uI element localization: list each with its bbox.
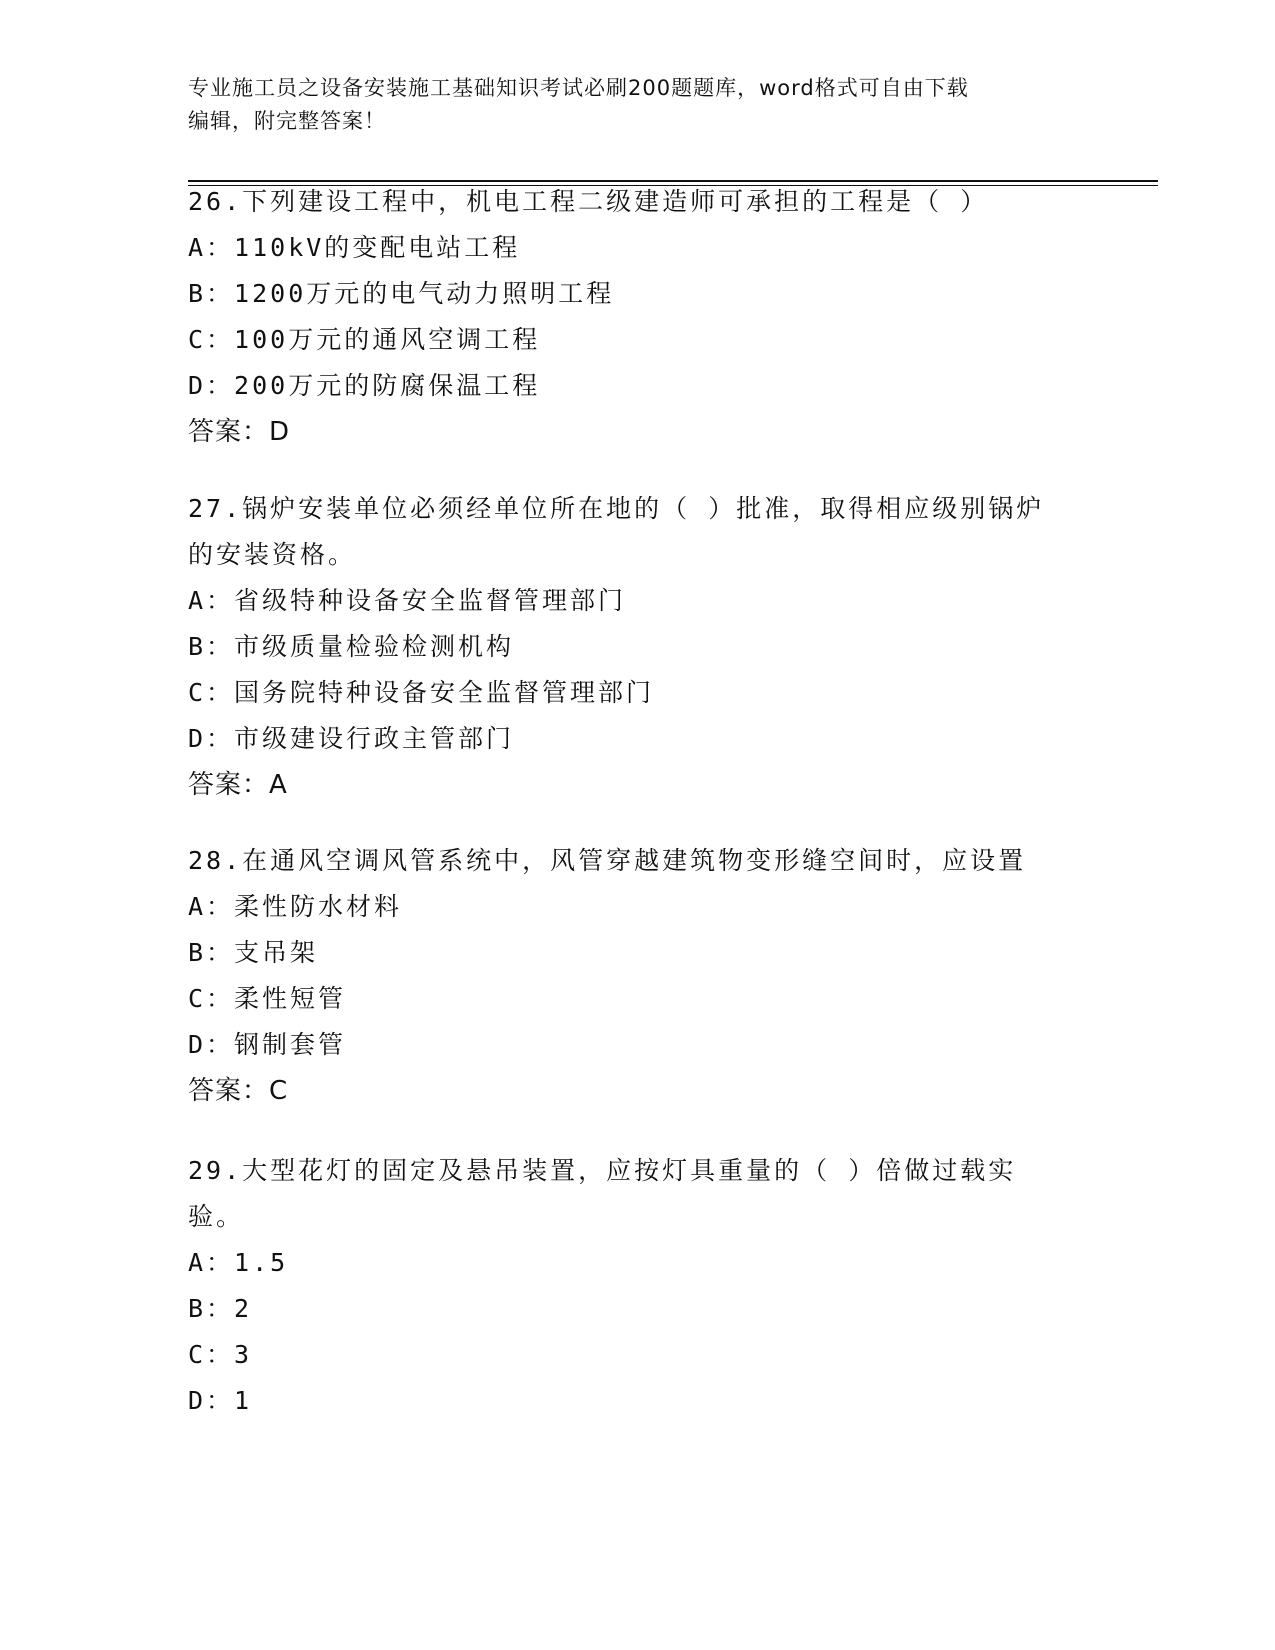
option-d: D：200万元的防腐保温工程	[188, 371, 541, 400]
option-b: B：1200万元的电气动力照明工程	[188, 279, 615, 308]
question-26	[188, 179, 1068, 455]
option-d: D：1	[188, 1386, 253, 1415]
question-stem: 26.下列建设工程中，机电工程二级建造师可承担的工程是（ ）	[188, 187, 989, 216]
option-d: D：钢制套管	[188, 1030, 347, 1059]
header-line-2: 编辑，附完整答案！	[188, 109, 386, 133]
option-c: C：国务院特种设备安全监督管理部门	[188, 678, 655, 707]
option-b: B：支吊架	[188, 938, 319, 967]
option-c: C：3	[188, 1340, 253, 1369]
question-stem: 27.锅炉安装单位必须经单位所在地的（ ）批准，取得相应级别锅炉的安装资格。	[188, 494, 1045, 569]
option-a: A：1.5	[188, 1248, 289, 1277]
question-27	[188, 486, 1068, 808]
answer-line: 答案：D	[188, 417, 291, 447]
option-b: B：2	[188, 1294, 253, 1323]
header-line-1: 专业施工员之设备安装施工基础知识考试必刷200题题库，word格式可自由下载	[188, 76, 969, 100]
question-28	[188, 838, 1068, 1114]
option-d: D：市级建设行政主管部门	[188, 724, 515, 753]
option-a: A：110kV的变配电站工程	[188, 233, 521, 262]
option-c: C：100万元的通风空调工程	[188, 325, 541, 354]
question-stem: 28.在通风空调风管系统中，风管穿越建筑物变形缝空间时，应设置	[188, 846, 1027, 875]
option-a: A：柔性防水材料	[188, 892, 403, 921]
document-header	[188, 72, 1068, 138]
question-stem: 29.大型花灯的固定及悬吊装置，应按灯具重量的（ ）倍做过载实验。	[188, 1156, 1017, 1231]
option-b: B：市级质量检验检测机构	[188, 632, 515, 661]
answer-line: 答案：A	[188, 770, 288, 800]
option-a: A：省级特种设备安全监督管理部门	[188, 586, 627, 615]
question-29	[188, 1148, 1068, 1424]
answer-line: 答案：C	[188, 1076, 289, 1106]
option-c: C：柔性短管	[188, 984, 347, 1013]
